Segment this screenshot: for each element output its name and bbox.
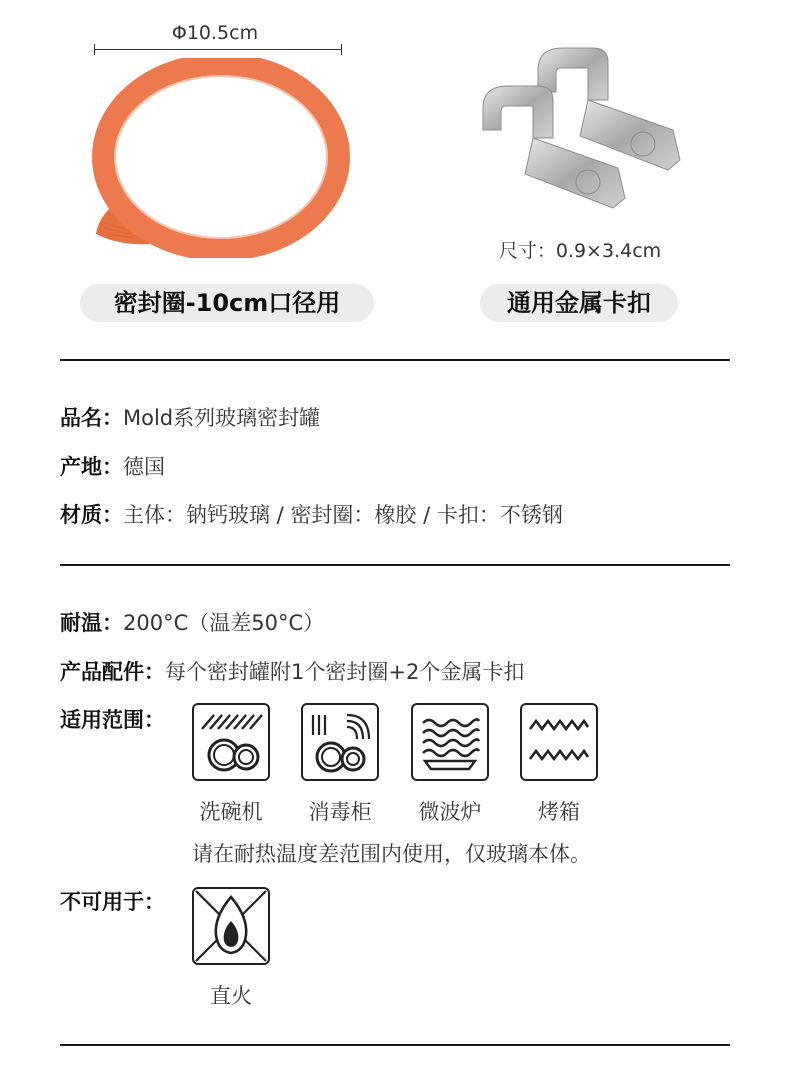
usage-temp	[60, 607, 324, 637]
ring-label-pill: 密封圈-10cm口径用	[80, 284, 374, 322]
ring-dimension-label: Φ10.5cm	[171, 22, 259, 44]
oven-caption: 烤箱	[538, 800, 580, 824]
usage-note: 请在耐热温度差范围内使用，仅玻璃本体。	[192, 842, 591, 866]
usage-temp-key: 耐温：	[60, 611, 123, 635]
spec-origin-key: 产地：	[60, 455, 123, 479]
dishwasher-icon	[192, 703, 270, 781]
microwave-caption: 微波炉	[418, 800, 482, 824]
spec-name-value: Mold系列玻璃密封罐	[123, 406, 321, 430]
spec-name-key: 品名：	[60, 406, 123, 430]
open-flame-caption: 直火	[210, 984, 252, 1008]
disinfection-cabinet-icon	[301, 703, 379, 781]
microwave-icon	[411, 703, 489, 781]
spec-origin	[60, 451, 165, 481]
metal-clips-image	[468, 40, 688, 220]
divider-1	[60, 359, 730, 361]
ring-dimension-line	[94, 44, 342, 56]
divider-3	[60, 1044, 730, 1046]
spec-material	[60, 499, 563, 529]
dishwasher-caption: 洗碗机	[199, 800, 263, 824]
divider-2	[60, 564, 730, 566]
clip-label-pill: 通用金属卡扣	[480, 284, 678, 322]
usage-scope-key: 适用范围：	[60, 708, 165, 732]
spec-name	[60, 402, 320, 432]
spec-origin-value: 德国	[123, 455, 165, 479]
oven-icon	[520, 703, 598, 781]
not-usable-key: 不可用于：	[60, 890, 165, 914]
spec-material-value: 主体：钠钙玻璃 / 密封圈：橡胶 / 卡扣：不锈钢	[123, 503, 563, 527]
usage-parts	[60, 656, 524, 686]
open-flame-prohibited-icon	[192, 887, 270, 965]
usage-temp-value: 200°C（温差50°C）	[123, 611, 325, 635]
sealing-ring-image	[90, 58, 352, 258]
disinfection-cabinet-caption: 消毒柜	[308, 800, 372, 824]
clip-size-label: 尺寸：0.9×3.4cm	[498, 240, 662, 262]
usage-parts-key: 产品配件：	[60, 660, 165, 684]
spec-material-key: 材质：	[60, 503, 123, 527]
usage-parts-value: 每个密封罐附1个密封圈+2个金属卡扣	[165, 660, 525, 684]
